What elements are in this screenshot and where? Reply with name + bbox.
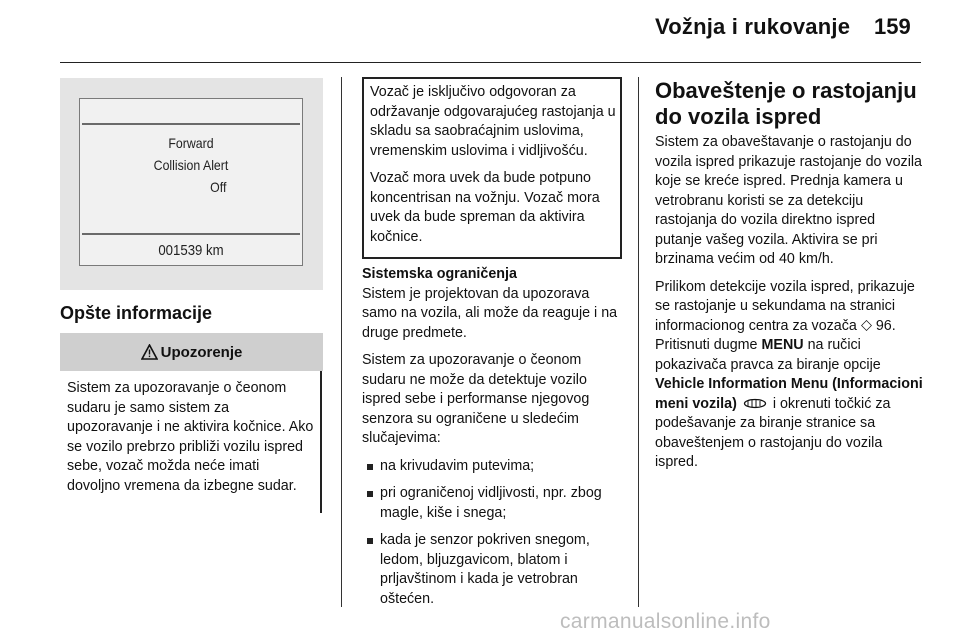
display-top-divider xyxy=(82,123,300,125)
display-line-forward: Forward xyxy=(168,135,214,151)
dashboard-display-figure xyxy=(60,78,323,290)
warning-header xyxy=(60,333,323,371)
warning-text: Sistem za upozoravanje o čeonom sudaru je samo sistem za upozoravanje i ne aktivira kočnice. Ako se vozilo prebrzo približi vozilu ispred sebe, vozač možda neće imati dovoljno vremena da izbegne sudar. xyxy=(60,371,322,513)
limits-list-item: na krivudavim putevima; xyxy=(362,457,628,477)
vehicle-information-menu-label: Vehicle Information Menu (Informacioni meni vozila) xyxy=(655,376,923,412)
distance-paragraph-1: Sistem za obaveštavanje o rastojanju do vozila ispred prikazuje rastojanje do vozila koje se kreće ispred. Prednja kamera u vetrobranu koristi se za detekciju rastojanja do vozila direktno ispred putanje vašeg vozila. Aktivira se pri brzinama većim od 40 km/h. xyxy=(655,134,923,267)
warning-label: Upozorenje xyxy=(160,343,243,361)
notice-paragraph-1: Vozač je isključivo odgovoran za održavanje odgovarajućeg rastojanja u skladu sa saobraćajnim uslovima, vremenskim uslovima i vidljivošću. xyxy=(370,84,616,159)
display-line-off: Off xyxy=(210,179,227,195)
limits-list-item: pri ograničenoj vidljivosti, npr. zbog magle, kiše i snega; xyxy=(362,484,628,523)
section-title-general: Opšte informacije xyxy=(60,303,213,323)
column-divider-right xyxy=(638,77,639,607)
thumbwheel-icon xyxy=(743,398,767,409)
page-header-title: Vožnja i rukovanje xyxy=(655,14,851,39)
distance-info-section xyxy=(655,78,925,481)
limits-paragraph-2: Sistem za upozoravanje o čeonom sudaru ne može da detektuje vozilo ispred sebe i performanse njegovog senzora su ograničene u sledećim slučajevima: xyxy=(362,352,590,446)
display-odometer: 001539 km xyxy=(158,242,224,259)
watermark: carmanualsonline.info xyxy=(560,610,771,633)
limits-list-item: kada je senzor pokriven snegom, ledom, bljuzgavicom, blatom i prljavštinom i kada je vetrobran oštećen. xyxy=(362,531,628,609)
column-divider-left xyxy=(341,77,342,607)
driver-info-display xyxy=(79,98,303,266)
distance-text-d: i okrenuti točkić za podešavanje za biranje stranice sa obaveštenjem o rastojanju do vozila ispred. xyxy=(655,395,891,470)
menu-button-label: MENU xyxy=(761,337,804,353)
page-reference-arrow-icon xyxy=(861,320,872,331)
system-limits-section xyxy=(362,265,628,617)
distance-text-b: 96. Pritisnuti dugme xyxy=(655,317,896,353)
distance-text-a: Prilikom detekcije vozila ispred, prikazuje se rastojanje u sekundama na stranici informacionog centra za vozača xyxy=(655,278,915,334)
limits-heading: Sistemska ograničenja xyxy=(362,266,517,282)
warning-triangle-icon xyxy=(141,344,158,360)
distance-paragraph-2 xyxy=(655,278,925,473)
display-bottom-divider xyxy=(82,233,300,235)
responsibility-notice-box xyxy=(362,77,622,259)
page-number: 159 xyxy=(874,14,911,39)
distance-text-c: na ručici pokazivača pravca za biranje opcije xyxy=(655,337,881,373)
header-divider xyxy=(60,62,921,63)
display-line-collision-alert: Collision Alert xyxy=(153,157,229,173)
limits-paragraph-1: Sistem je projektovan da upozorava samo na vozila, ali može da reaguje i na druge predmete. xyxy=(362,285,618,341)
distance-heading: Obaveštenje o rastojanju do vozila ispred xyxy=(655,78,917,129)
notice-paragraph-2: Vozač mora uvek da bude potpuno koncentrisan na vožnju. Vozač mora uvek da bude spreman da aktivira kočnice. xyxy=(370,170,600,245)
